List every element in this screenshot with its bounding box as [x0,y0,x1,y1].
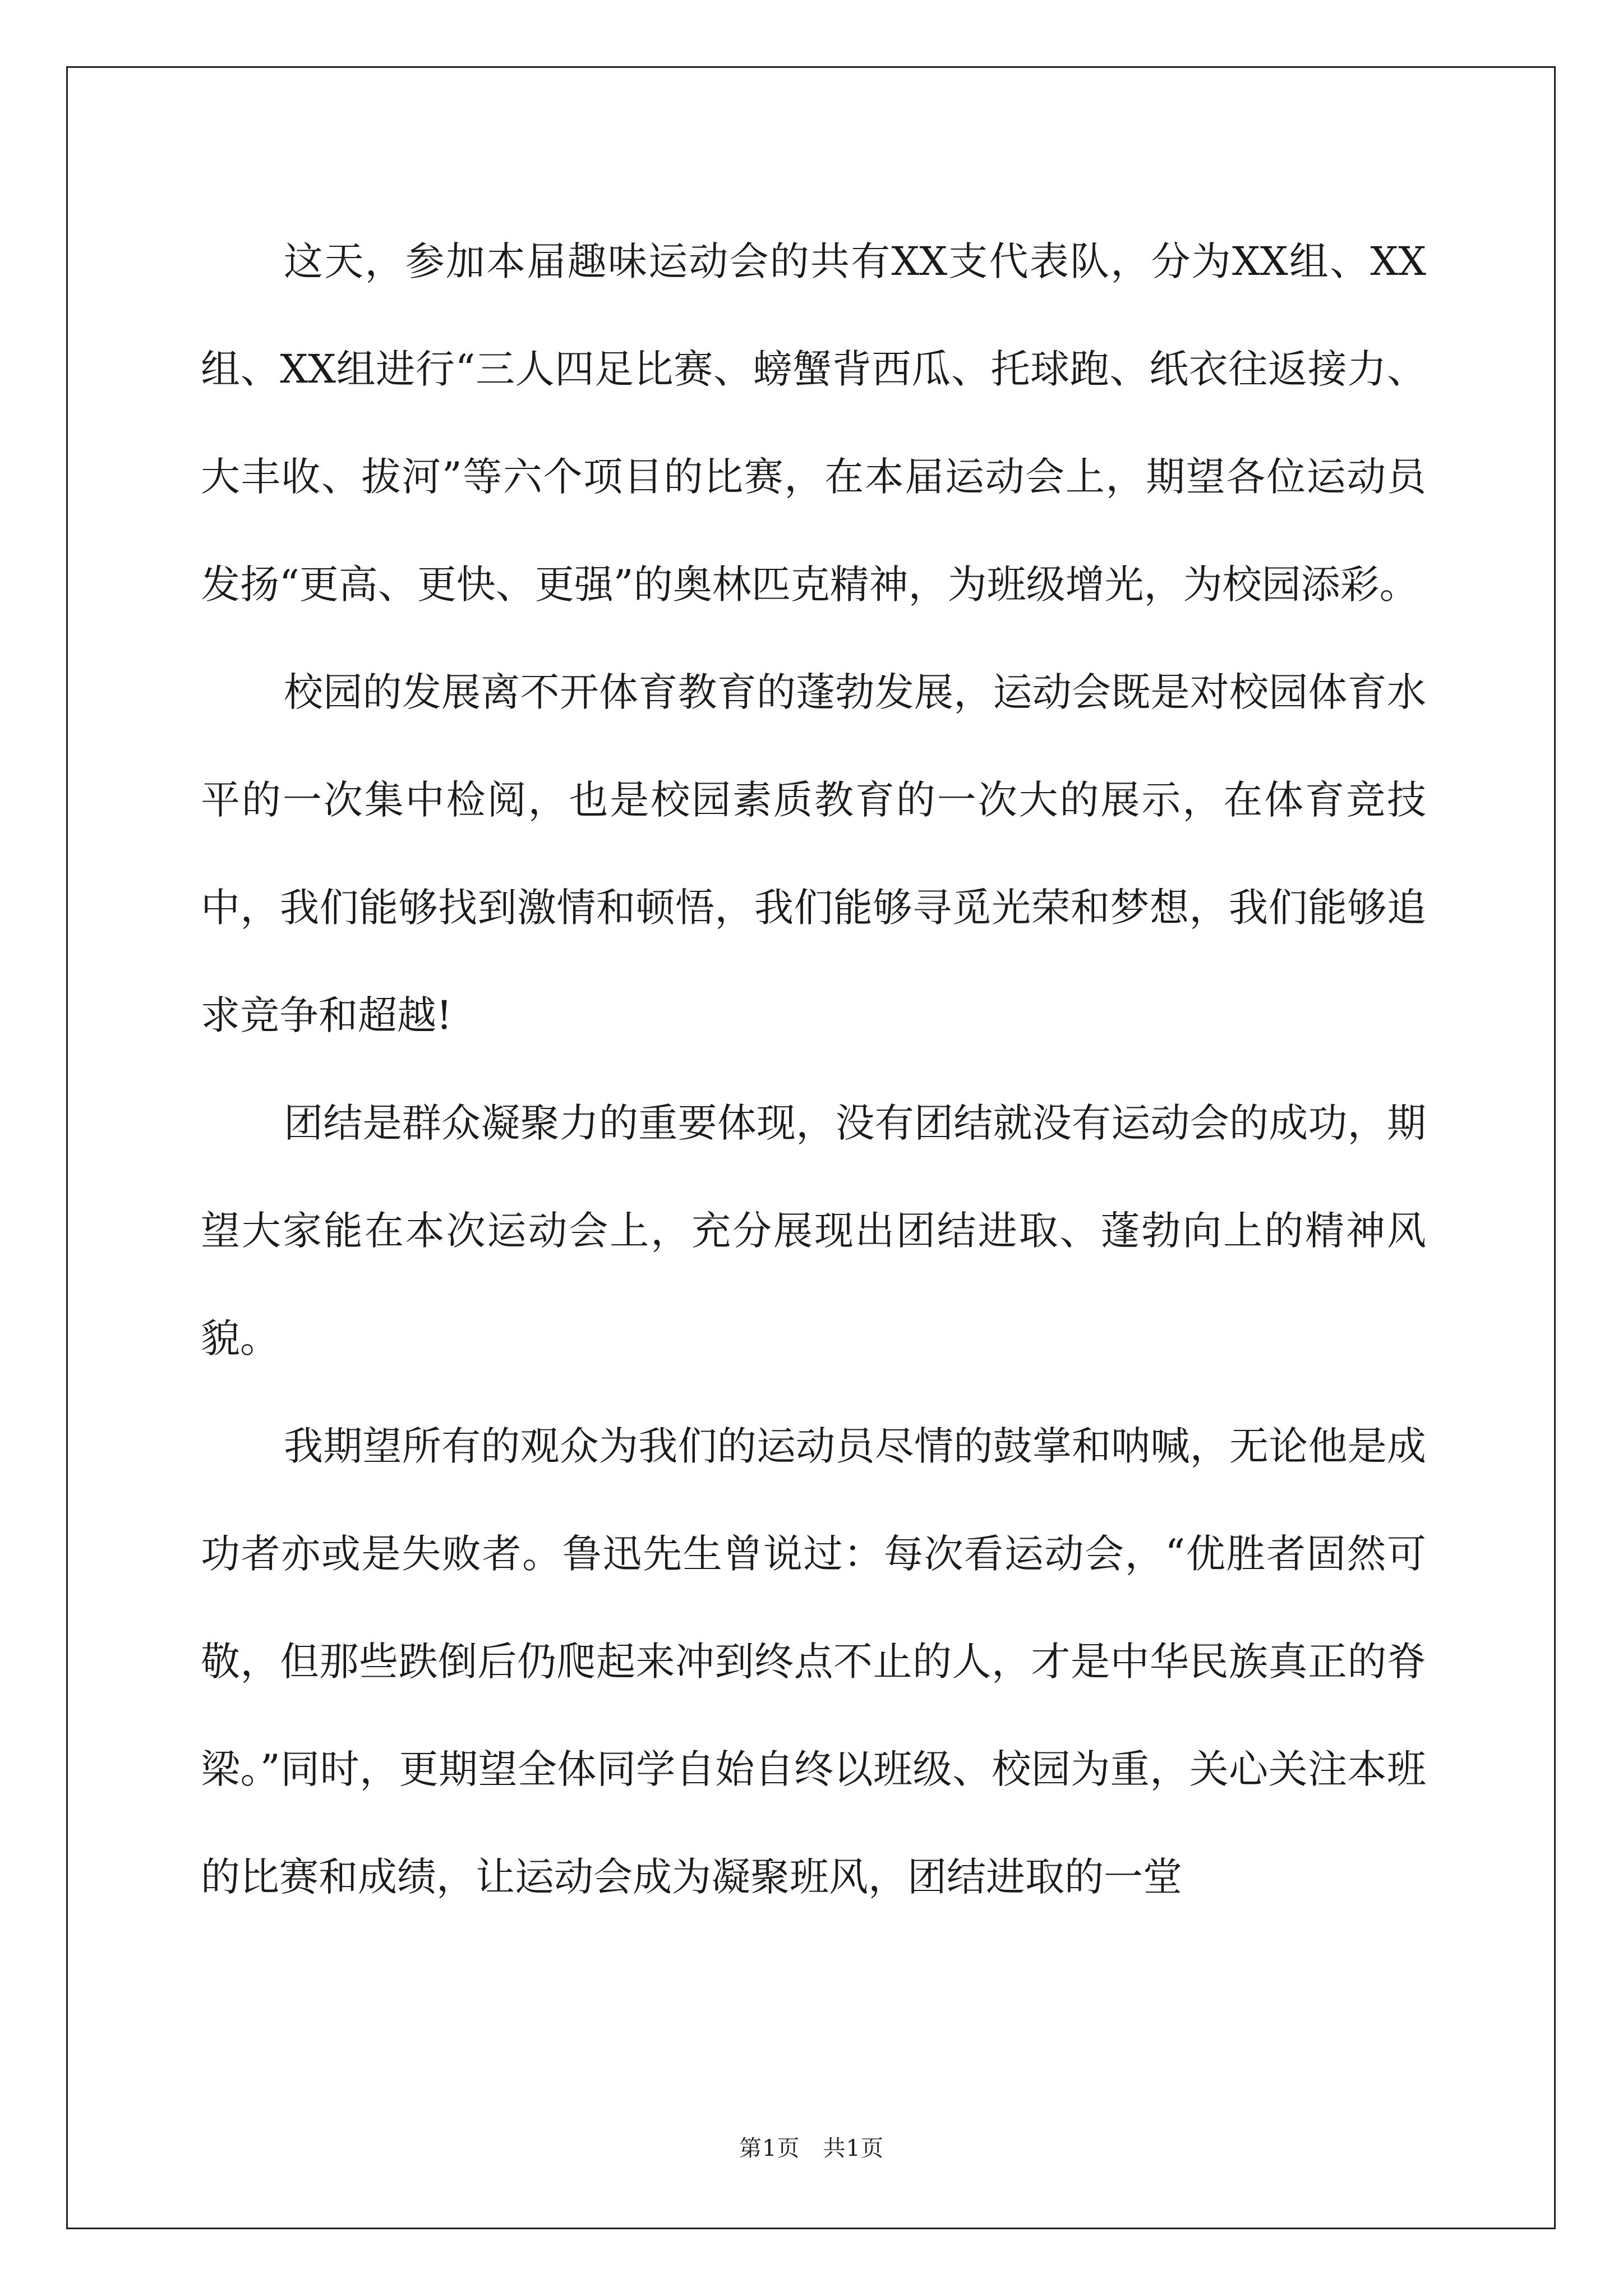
page-number-footer: 第1页 共1页 [739,2136,884,2161]
paragraph-2: 校园的发展离不开体育教育的蓬勃发展，运动会既是对校园体育水平的一次集中检阅，也是校园素质教育的一次大的展示，在体育竞技中，我们能够找到激情和顿悟，我们能够寻觅光荣和梦想，我们能够追求竞争和超越! [201,669,1426,1038]
paragraph-4: 我期望所有的观众为我们的运动员尽情的鼓掌和呐喊，无论他是成功者亦或是失败者。鲁迅先生曾说过：每次看运动会，“优胜者固然可敬，但那些跌倒后仍爬起来冲到终点不止的人，才是中华民族真正的脊梁。”同时，更期望全体同学自始自终以班级、校园为重，关心关注本班的比赛和成绩，让运动会成为凝聚班风，团结进取的一堂 [201,1423,1426,1900]
paragraph-3: 团结是群众凝聚力的重要体现，没有团结就没有运动会的成功，期望大家能在本次运动会上，充分展现出团结进取、蓬勃向上的精神风貌。 [201,1100,1426,1361]
document-body [201,208,1426,1931]
paragraph-1: 这天，参加本届趣味运动会的共有XX支代表队，分为XX组、XX组、XX组进行“三人四足比赛、螃蟹背西瓜、托球跑、纸衣往返接力、大丰收、拔河”等六个项目的比赛，在本届运动会上，期望各位运动员发扬“更高、更快、更强”的奥林匹克精神，为班级增光，为校园添彩。 [201,238,1426,608]
